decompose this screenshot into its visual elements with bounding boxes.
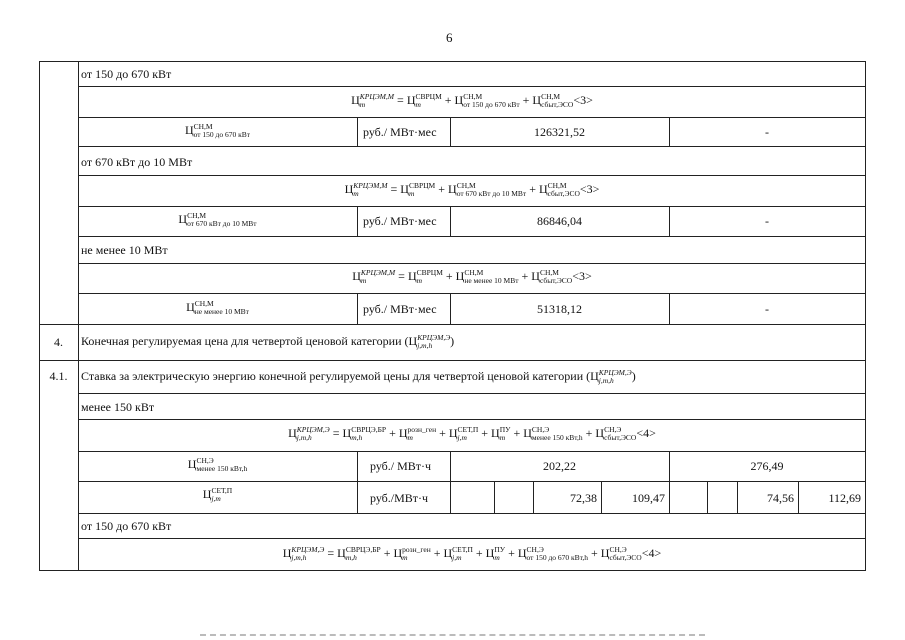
page-number: 6 [446, 30, 453, 45]
unit-label: руб./ МВт·мес [363, 214, 437, 228]
rate-value: 72,38 [570, 491, 597, 505]
section-number: 4.1. [49, 369, 68, 383]
rate-value: 126321,52 [534, 125, 585, 139]
unit-label: руб./МВт·ч [370, 491, 429, 505]
rate-value: 112,69 [828, 491, 861, 505]
rate-value: 202,22 [543, 459, 576, 473]
rate-value: 74,56 [767, 491, 794, 505]
formula: Ц КРЦЭМ,М m = Ц СВРЦМ m + Ц СН,М не менее 10 МВт + Ц СН,М сбыт,ЭСО <3> [352, 268, 592, 286]
rate-dash: - [765, 302, 769, 316]
section-title: Конечная регулируемая цена для четвертой ценовой категории (Ц КРЦЭМ,Э j,m,h ) [81, 333, 455, 351]
unit-label: руб./ МВт·ч [370, 459, 432, 473]
range-label: не менее 10 МВт [81, 243, 168, 257]
rate-name: Ц СН,Э менее 150 кВт,h [187, 456, 248, 474]
unit-label: руб./ МВт·мес [363, 302, 437, 316]
rate-dash: - [765, 214, 769, 228]
rate-value: 51318,12 [537, 302, 582, 316]
rate-value: 86846,04 [537, 214, 582, 228]
range-label: менее 150 кВт [81, 400, 155, 414]
rate-name: Ц СЕТ,П j,m [202, 486, 233, 504]
formula: Ц КРЦЭМ,Э j,m,h = Ц СВРЦЭ,БР m,h + Ц розн_ген m + Ц СЕТ,П j,m + Ц ПУ m + Ц СН,Э менее 150 кВт,h + Ц СН,Э сбыт,ЭСО <4> [288, 425, 656, 443]
rate-dash: - [765, 125, 769, 139]
rate-name: Ц СН,М не менее 10 МВт [186, 299, 249, 317]
range-label: от 670 кВт до 10 МВт [81, 155, 193, 169]
scan-artifact [200, 634, 705, 638]
formula: Ц КРЦЭМ,М m = Ц СВРЦМ m + Ц СН,М от 150 до 670 кВт + Ц СН,М сбыт,ЭСО <3> [351, 92, 593, 110]
rate-name: Ц СН,М от 670 кВт до 10 МВт [178, 211, 257, 229]
formula: Ц КРЦЭМ,Э j,m,h = Ц СВРЦЭ,БР m,h + Ц розн_ген m + Ц СЕТ,П j,m + Ц ПУ m + Ц СН,Э от 150 до 670 кВт,h + Ц СН,Э сбыт,ЭСО <4> [282, 545, 662, 563]
unit-label: руб./ МВт·мес [363, 125, 437, 139]
formula: Ц КРЦЭМ,М m = Ц СВРЦМ m + Ц СН,М от 670 кВт до 10 МВт + Ц СН,М сбыт,ЭСО <3> [344, 181, 600, 199]
range-label: от 150 до 670 кВт [81, 519, 172, 533]
section-number: 4. [54, 335, 63, 349]
section-title: Ставка за электрическую энергию конечной регулируемой цены для четвертой ценовой категории (Ц КРЦЭМ,Э j,m,h ) [81, 368, 636, 386]
rate-value: 109,47 [632, 491, 665, 505]
range-label: от 150 до 670 кВт [81, 67, 172, 81]
rate-name: Ц СН,М от 150 до 670 кВт [184, 122, 251, 140]
rate-value: 276,49 [750, 459, 784, 473]
